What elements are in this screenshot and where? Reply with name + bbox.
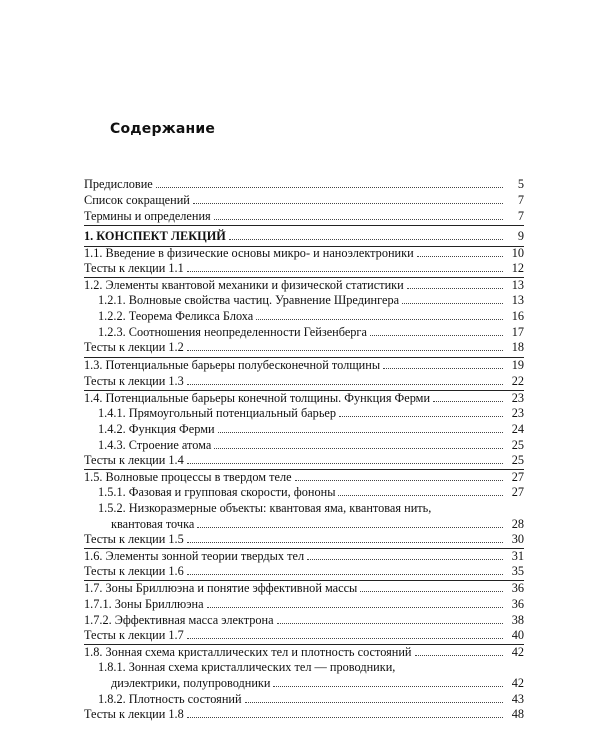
- toc-entry-1-2-1[interactable]: [84, 291, 524, 308]
- toc-entry-text: 1.2. Элементы квантовой механики и физической статистики: [84, 278, 404, 292]
- toc-entry-1-8-1-continued[interactable]: [84, 674, 524, 691]
- toc-page-number: 27: [511, 485, 524, 499]
- toc-entry-text: 1.8.2. Плотность состояний: [98, 692, 242, 706]
- toc-entry-text: Тесты к лекции 1.3: [84, 374, 184, 388]
- toc-entry-tests-1-2[interactable]: [84, 338, 524, 355]
- dot-leader: [383, 368, 503, 369]
- dot-leader: [229, 239, 503, 240]
- toc-entry-1-2-2[interactable]: [84, 307, 524, 324]
- dot-leader: [214, 219, 503, 220]
- toc-page-number: 35: [511, 564, 524, 578]
- section-separator: [84, 225, 524, 226]
- dot-leader: [415, 655, 503, 656]
- toc-page-number: 27: [511, 470, 524, 484]
- toc-entry-text: 1.3. Потенциальные барьеры полубесконечной толщины: [84, 358, 381, 372]
- toc-entry-text: 1.1. Введение в физические основы микро- и наноэлектроники: [84, 246, 414, 260]
- dot-leader: [433, 401, 503, 402]
- toc-entry-text: 1.7.2. Эффективная масса электрона: [84, 613, 274, 627]
- dot-leader: [273, 686, 503, 687]
- toc-entry-text: 1.5.2. Низкоразмерные объекты: квантовая яма, квантовая нить,: [98, 501, 432, 515]
- dot-leader: [187, 271, 503, 272]
- toc-entry-text: 1.8. Зонная схема кристаллических тел и плотность состояний: [84, 645, 412, 659]
- dot-leader: [256, 319, 503, 320]
- toc-entry-text: Тесты к лекции 1.5: [84, 532, 184, 546]
- toc-entry-text: Тесты к лекции 1.4: [84, 453, 184, 467]
- toc-page-number: 24: [511, 422, 524, 436]
- toc-entry-text: 1.6. Элементы зонной теории твердых тел: [84, 549, 305, 563]
- toc-page-number: 23: [511, 406, 524, 420]
- toc-page-number: 28: [511, 517, 524, 531]
- toc-entry-lecture-1-7[interactable]: [84, 579, 524, 596]
- dot-leader: [277, 623, 503, 624]
- dot-leader: [156, 187, 503, 188]
- dot-leader: [207, 607, 503, 608]
- toc-page-number: 7: [517, 193, 524, 207]
- toc-page-number: 42: [511, 676, 524, 690]
- toc-entry-text: 1.4.3. Строение атома: [98, 438, 212, 452]
- toc-page-number: 38: [511, 613, 524, 627]
- toc-entry-text: 1.5.1. Фазовая и групповая скорости, фононы: [98, 485, 336, 499]
- dot-leader: [360, 591, 503, 592]
- toc-page-number: 12: [511, 261, 524, 275]
- toc-entry-tests-1-5[interactable]: [84, 530, 524, 547]
- toc-entry-text: 1.7. Зоны Бриллюэна и понятие эффективной массы: [84, 581, 358, 595]
- toc-entry-terms[interactable]: [84, 207, 524, 224]
- toc-entry-text: 1.4.2. Функция Ферми: [98, 422, 215, 436]
- toc-page-number: 19: [511, 358, 524, 372]
- toc-entry-tests-1-3[interactable]: [84, 372, 524, 389]
- toc-entry-text: Тесты к лекции 1.2: [84, 340, 184, 354]
- toc-entry-text: квантовая точка: [111, 517, 195, 531]
- dot-leader: [197, 527, 503, 528]
- toc-entry-1-4-1[interactable]: [84, 404, 524, 421]
- dot-leader: [187, 717, 503, 718]
- toc-entry-part-1[interactable]: [84, 227, 524, 244]
- toc-entry-1-7-1[interactable]: [84, 595, 524, 612]
- toc-entry-text: Предисловие: [84, 177, 153, 191]
- toc-entry-text: 1.4. Потенциальные барьеры конечной толщины. Функция Ферми: [84, 391, 431, 405]
- toc-entry-tests-1-1[interactable]: [84, 259, 524, 276]
- toc-entry-text: 1.8.1. Зонная схема кристаллических тел — проводники,: [98, 660, 396, 674]
- toc-entry-text: 1.5. Волновые процессы в твердом теле: [84, 470, 292, 484]
- dot-leader: [339, 416, 503, 417]
- toc-page-number: 48: [511, 707, 524, 721]
- toc-page-number: 31: [511, 549, 524, 563]
- dot-leader: [187, 638, 503, 639]
- toc-entry-text: Тесты к лекции 1.6: [84, 564, 184, 578]
- toc-entry-1-5-1[interactable]: [84, 483, 524, 500]
- toc-page-number: 13: [511, 293, 524, 307]
- toc-entry-text: 1.2.2. Теорема Феликса Блоха: [98, 309, 254, 323]
- toc-entry-1-8-1[interactable]: [84, 658, 524, 675]
- toc-entry-lecture-1-3[interactable]: [84, 356, 524, 373]
- toc-page-number: 43: [511, 692, 524, 706]
- toc-entry-text: Тесты к лекции 1.7: [84, 628, 184, 642]
- dot-leader: [370, 335, 503, 336]
- toc-page-number: 7: [517, 209, 524, 223]
- toc-page-number: 25: [511, 453, 524, 467]
- toc-page-number: 18: [511, 340, 524, 354]
- toc-entry-preface[interactable]: [84, 175, 524, 192]
- dot-leader: [402, 303, 503, 304]
- dot-leader: [407, 288, 503, 289]
- toc-page-number: 5: [517, 177, 524, 191]
- toc-page-number: 40: [511, 628, 524, 642]
- toc-page-number: 36: [511, 597, 524, 611]
- toc-page-number: 9: [517, 229, 524, 243]
- toc-entry-text: Тесты к лекции 1.1: [84, 261, 184, 275]
- toc-page-number: 30: [511, 532, 524, 546]
- toc-entry-text: Тесты к лекции 1.8: [84, 707, 184, 721]
- toc-entry-text: 1.4.1. Прямоугольный потенциальный барьер: [98, 406, 337, 420]
- toc-page-number: 10: [511, 246, 524, 260]
- dot-leader: [245, 702, 503, 703]
- toc-entry-text: 1. КОНСПЕКТ ЛЕКЦИЙ: [84, 229, 226, 243]
- page-title: Содержание: [110, 121, 216, 137]
- toc-page-number: 36: [511, 581, 524, 595]
- dot-leader: [417, 256, 503, 257]
- toc-page-number: 22: [511, 374, 524, 388]
- toc-page-number: 42: [511, 645, 524, 659]
- dot-leader: [338, 495, 503, 496]
- toc-page-number: 16: [511, 309, 524, 323]
- toc-entry-tests-1-6[interactable]: [84, 562, 524, 579]
- toc-page-number: 13: [511, 278, 524, 292]
- toc-entry-text: Список сокращений: [84, 193, 190, 207]
- toc-entry-tests-1-8[interactable]: [84, 705, 524, 722]
- toc-entry-text: 1.7.1. Зоны Бриллюэна: [84, 597, 204, 611]
- toc-page-number: 23: [511, 391, 524, 405]
- dot-leader: [295, 480, 503, 481]
- toc-entry-1-4-2[interactable]: [84, 420, 524, 437]
- toc-entry-1-5-2[interactable]: [84, 499, 524, 516]
- toc-entry-text: 1.2.3. Соотношения неопределенности Гейзенберга: [98, 325, 367, 339]
- dot-leader: [307, 559, 503, 560]
- toc-entry-abbreviations[interactable]: [84, 191, 524, 208]
- dot-leader: [187, 463, 503, 464]
- dot-leader: [187, 574, 503, 575]
- toc-entry-tests-1-4[interactable]: [84, 451, 524, 468]
- dot-leader: [187, 384, 503, 385]
- dot-leader: [214, 448, 503, 449]
- toc-page-number: 25: [511, 438, 524, 452]
- dot-leader: [218, 432, 503, 433]
- toc-entry-tests-1-7[interactable]: [84, 626, 524, 643]
- dot-leader: [193, 203, 503, 204]
- toc-page-number: 17: [511, 325, 524, 339]
- toc-entry-text: диэлектрики, полупроводники: [111, 676, 271, 690]
- toc-entry-text: Термины и определения: [84, 209, 211, 223]
- toc-entry-text: 1.2.1. Волновые свойства частиц. Уравнение Шредингера: [98, 293, 400, 307]
- dot-leader: [187, 350, 503, 351]
- dot-leader: [187, 542, 503, 543]
